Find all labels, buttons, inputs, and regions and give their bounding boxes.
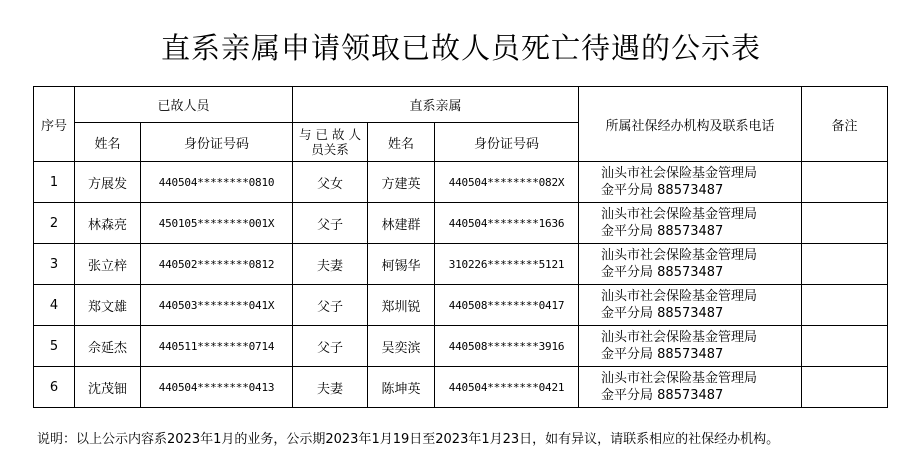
cell-relative-id: 440504********082X [435,162,579,203]
agency-branch-phone: 金平分局 88573487 [601,347,724,362]
cell-agency [579,367,802,408]
cell-relation: 父子 [293,203,368,244]
cell-deceased-name: 佘延杰 [75,326,141,367]
agency-name: 汕头市社会保险基金管理局 [601,207,758,222]
agency-name: 汕头市社会保险基金管理局 [601,330,758,345]
cell-relative-name: 吴奕滨 [368,326,435,367]
header-agency: 所属社保经办机构及联系电话 [579,87,802,162]
cell-remarks [802,203,888,244]
cell-relation: 夫妻 [293,244,368,285]
header-relative-group: 直系亲属 [293,87,579,123]
cell-relative-id: 440504********1636 [435,203,579,244]
header-deceased-name: 姓名 [75,123,141,162]
page-title: 直系亲属申请领取已故人员死亡待遇的公示表 [160,31,761,65]
cell-relative-id: 440508********3916 [435,326,579,367]
cell-seq: 6 [34,367,75,408]
cell-relation: 父子 [293,285,368,326]
footnote: 说明：以上公示内容系2023年1月的业务，公示期2023年1月19日至2023年1月23日，如有异议，请联系相应的社保经办机构。 [37,432,780,447]
cell-relative-id: 440508********0417 [435,285,579,326]
cell-relative-id: 440504********0421 [435,367,579,408]
cell-deceased-name: 沈茂钿 [75,367,141,408]
agency-branch-phone: 金平分局 88573487 [601,388,724,403]
cell-relative-name: 方建英 [368,162,435,203]
cell-agency [579,162,802,203]
cell-relation: 父子 [293,326,368,367]
cell-relation: 夫妻 [293,367,368,408]
cell-remarks [802,285,888,326]
header-deceased-group: 已故人员 [75,87,293,123]
header-remarks: 备注 [802,87,888,162]
header-row-top [34,87,888,123]
cell-seq: 1 [34,162,75,203]
cell-remarks [802,244,888,285]
table-row [34,244,888,285]
cell-deceased-name: 郑文雄 [75,285,141,326]
cell-remarks [802,326,888,367]
header-relative-name: 姓名 [368,123,435,162]
table-row [34,326,888,367]
header-relative-id: 身份证号码 [435,123,579,162]
cell-deceased-id: 440504********0810 [141,162,293,203]
cell-agency [579,203,802,244]
cell-agency [579,244,802,285]
cell-remarks [802,367,888,408]
cell-relative-name: 柯锡华 [368,244,435,285]
cell-seq: 5 [34,326,75,367]
cell-seq: 2 [34,203,75,244]
cell-deceased-id: 440504********0413 [141,367,293,408]
agency-name: 汕头市社会保险基金管理局 [601,248,758,263]
header-seq: 序号 [34,87,75,162]
cell-relative-name: 陈坤英 [368,367,435,408]
header-relation: 与 已 故 人员关系 [293,123,368,162]
cell-relative-name: 郑圳锐 [368,285,435,326]
agency-branch-phone: 金平分局 88573487 [601,306,724,321]
agency-name: 汕头市社会保险基金管理局 [601,166,758,181]
table-row [34,162,888,203]
table-row [34,285,888,326]
cell-seq: 4 [34,285,75,326]
agency-branch-phone: 金平分局 88573487 [601,183,724,198]
cell-deceased-id: 440511********0714 [141,326,293,367]
cell-deceased-id: 450105********001X [141,203,293,244]
cell-remarks [802,162,888,203]
header-deceased-id: 身份证号码 [141,123,293,162]
cell-deceased-name: 方展发 [75,162,141,203]
cell-deceased-id: 440502********0812 [141,244,293,285]
cell-deceased-name: 张立梓 [75,244,141,285]
agency-name: 汕头市社会保险基金管理局 [601,371,758,386]
cell-deceased-id: 440503********041X [141,285,293,326]
cell-relative-name: 林建群 [368,203,435,244]
notice-table [33,86,888,408]
cell-agency [579,326,802,367]
cell-seq: 3 [34,244,75,285]
agency-branch-phone: 金平分局 88573487 [601,265,724,280]
agency-branch-phone: 金平分局 88573487 [601,224,724,239]
cell-relation: 父女 [293,162,368,203]
cell-agency [579,285,802,326]
cell-relative-id: 310226********5121 [435,244,579,285]
table-row [34,367,888,408]
agency-name: 汕头市社会保险基金管理局 [601,289,758,304]
cell-deceased-name: 林森亮 [75,203,141,244]
table-row [34,203,888,244]
